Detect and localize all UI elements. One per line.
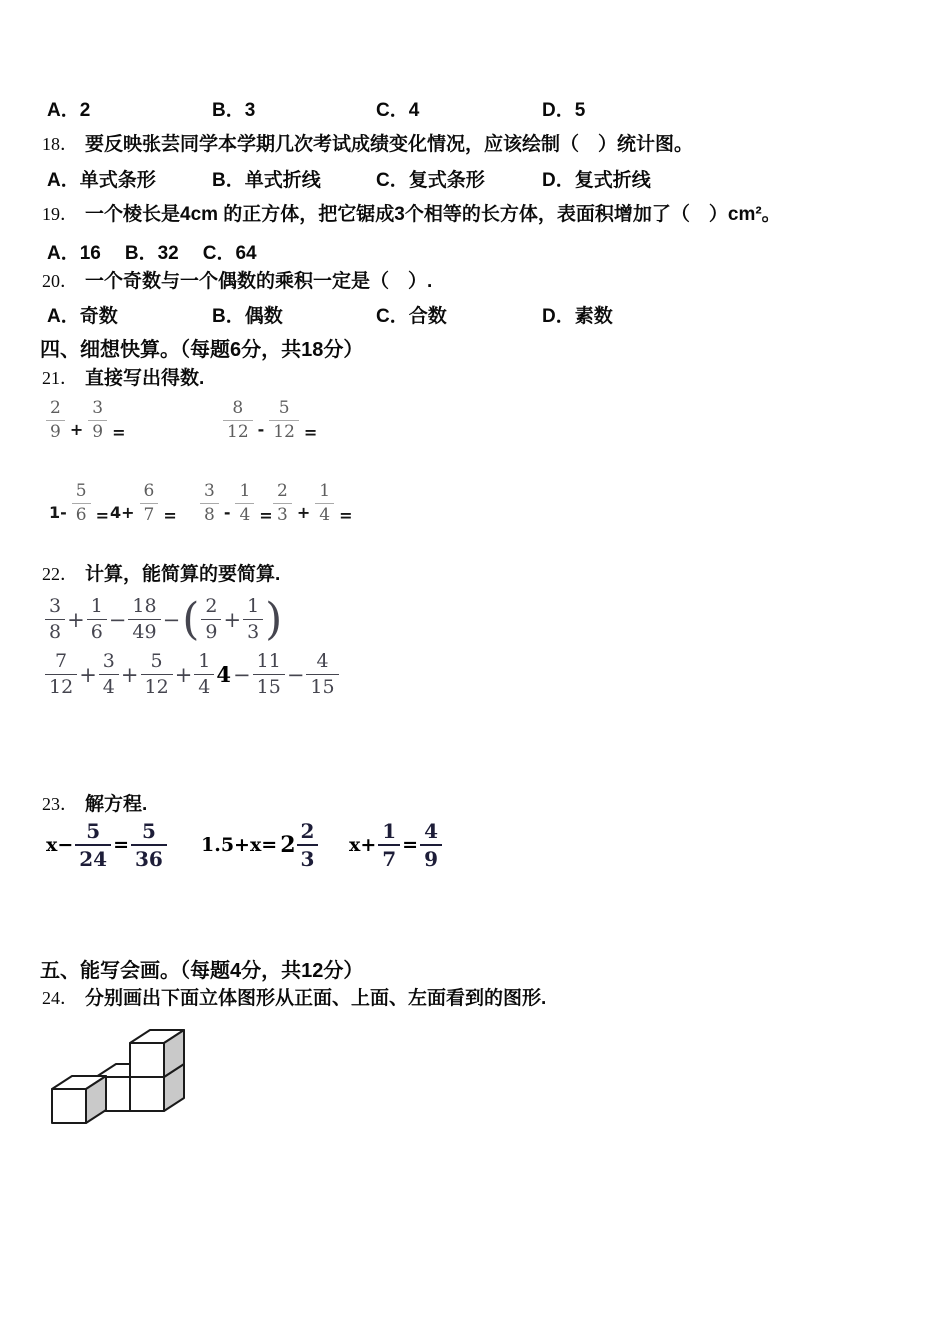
- fraction: $\frac{1}{7}$: [378, 820, 400, 870]
- q20-option-d: D．素数: [542, 306, 613, 327]
- whole-number: 4: [216, 662, 232, 687]
- q18-option-b: B．单式折线: [212, 170, 321, 191]
- q20-number: 20．: [42, 271, 78, 291]
- fraction: $\frac{3}{4}$: [99, 651, 119, 698]
- plus-operator: +: [223, 607, 242, 632]
- fraction: $\frac{18}{49}$: [128, 596, 160, 643]
- equation-lhs: x−: [46, 834, 74, 856]
- q17-option-b: B．3: [212, 100, 256, 121]
- q24-text: 分别画出下面立体图形从正面、上面、左面看到的图形.: [85, 988, 547, 1009]
- q21-number: 21．: [42, 368, 78, 388]
- fraction: $\frac{5}{12}$: [269, 399, 299, 442]
- q19-option-a: A．16: [47, 243, 101, 264]
- fraction: $\frac{6}{7}$: [140, 482, 159, 525]
- q18-stem: [42, 133, 693, 156]
- q23-number: 23．: [42, 794, 78, 814]
- q20-option-a: A．奇数: [47, 306, 118, 327]
- plus-operator: +: [296, 503, 311, 522]
- q22-stem: [42, 563, 280, 586]
- q18-option-c: C．复式条形: [376, 170, 485, 191]
- equals-sign: =: [303, 423, 318, 442]
- equals-sign: =: [113, 834, 130, 856]
- cube-left-front: [52, 1076, 106, 1123]
- q22-number: 22．: [42, 564, 78, 584]
- minus-operator: −: [286, 662, 305, 687]
- equals-sign: =: [339, 506, 353, 525]
- q20-text: 一个奇数与一个偶数的乘积一定是（ ）.: [85, 271, 433, 292]
- q20-stem: [42, 270, 432, 293]
- leading-number: 4+: [110, 503, 135, 522]
- minus-operator: -: [257, 420, 265, 439]
- q23-stem: [42, 793, 147, 816]
- equals-sign: =: [259, 506, 273, 525]
- q17-option-c: C．4: [376, 100, 420, 121]
- q18-option-d: D．复式折线: [542, 170, 651, 191]
- fraction: $\frac{1}{4}$: [194, 651, 214, 698]
- equals-sign: =: [402, 834, 419, 856]
- plus-operator: +: [120, 662, 139, 687]
- fraction: $\frac{5}{12}$: [141, 651, 173, 698]
- fraction: $\frac{4}{15}$: [306, 651, 338, 698]
- equals-sign: =: [112, 423, 126, 442]
- q21-stem: [42, 367, 204, 390]
- q17-option-d: D．5: [542, 100, 586, 121]
- q20-option-b: B．偶数: [212, 306, 283, 327]
- fraction: $\frac{1}{4}$: [235, 482, 254, 525]
- left-parenthesis: (: [182, 593, 200, 645]
- q24-number: 24．: [42, 988, 78, 1008]
- fraction: $\frac{1}{3}$: [243, 596, 263, 643]
- fraction: $\frac{3}{8}$: [200, 482, 219, 525]
- plus-operator: +: [79, 662, 97, 687]
- equals-sign: =: [95, 506, 110, 525]
- fraction: $\frac{5}{6}$: [72, 482, 91, 525]
- q19-number: 19．: [42, 204, 78, 224]
- section-4-title: 四、细想快算。（每题6分，共18分）: [40, 339, 364, 361]
- q21-problem-5: [199, 482, 277, 525]
- section-5-title: 五、能写会画。（每题4分，共12分）: [40, 960, 364, 982]
- fraction: $\frac{5}{36}$: [131, 820, 167, 870]
- equation-lhs: x+: [349, 834, 377, 856]
- q23-equation-2: [200, 820, 319, 870]
- q20-option-c: C．合数: [376, 306, 447, 327]
- q21-problem-2: [222, 399, 321, 442]
- plus-operator: +: [174, 662, 193, 687]
- mixed-number-whole: 2: [280, 832, 296, 858]
- fraction: $\frac{7}{12}$: [45, 651, 77, 698]
- q23-text: 解方程.: [85, 794, 148, 815]
- cube-top-stacked: [130, 1030, 184, 1077]
- q22-expression-2: [44, 651, 340, 698]
- q22-expression-1: [44, 593, 283, 645]
- q21-problem-6: [272, 482, 356, 525]
- fraction: $\frac{3}{8}$: [45, 596, 65, 643]
- fraction: $\frac{1}{6}$: [87, 596, 107, 643]
- q18-text: 要反映张芸同学本学期几次考试成绩变化情况，应该绘制（ ）统计图。: [85, 134, 694, 155]
- fraction: $\frac{2}{9}$: [201, 596, 221, 643]
- fraction: $\frac{11}{15}$: [253, 651, 285, 698]
- plus-operator: +: [67, 607, 85, 632]
- q21-problem-4: [106, 482, 181, 525]
- q19-option-c: C．64: [202, 243, 257, 264]
- q19-option-b: B．32: [124, 243, 179, 264]
- fraction: $\frac{2}{3}$: [297, 820, 319, 870]
- q19-text: 一个棱长是4cm 的正方体，把它锯成3个相等的长方体，表面积增加了（ ）cm²。: [85, 204, 781, 225]
- q21-problem-1: [45, 399, 129, 442]
- fraction: $\frac{2}{3}$: [273, 482, 292, 525]
- q18-number: 18．: [42, 134, 78, 154]
- q18-option-a: A．单式条形: [47, 170, 156, 191]
- equation-lhs: 1.5+x=: [201, 834, 278, 856]
- q23-equation-1: [45, 820, 168, 870]
- q21-problem-3: [45, 482, 113, 525]
- q22-text: 计算，能简算的要简算.: [85, 564, 281, 585]
- fraction: $\frac{5}{24}$: [75, 820, 111, 870]
- fraction: $\frac{3}{9}$: [88, 399, 107, 442]
- q17-option-a: A．2: [47, 100, 91, 121]
- minus-operator: −: [233, 662, 251, 687]
- q21-text: 直接写出得数.: [85, 368, 205, 389]
- minus-operator: -: [223, 503, 231, 522]
- equals-sign: =: [163, 506, 177, 525]
- leading-number: 1-: [49, 503, 67, 522]
- q19-stem: [42, 203, 781, 226]
- fraction: $\frac{1}{4}$: [315, 482, 334, 525]
- minus-operator: −: [108, 607, 127, 632]
- right-parenthesis: ): [265, 593, 283, 645]
- fraction: $\frac{4}{9}$: [420, 820, 442, 870]
- plus-operator: +: [69, 420, 84, 439]
- minus-operator: −: [162, 607, 181, 632]
- q24-stem: [42, 987, 546, 1010]
- q23-equation-3: [348, 820, 443, 870]
- fraction: $\frac{8}{12}$: [223, 399, 253, 442]
- cube-stack-figure: [48, 1029, 188, 1125]
- fraction: $\frac{2}{9}$: [46, 399, 65, 442]
- q19-options: [47, 238, 257, 265]
